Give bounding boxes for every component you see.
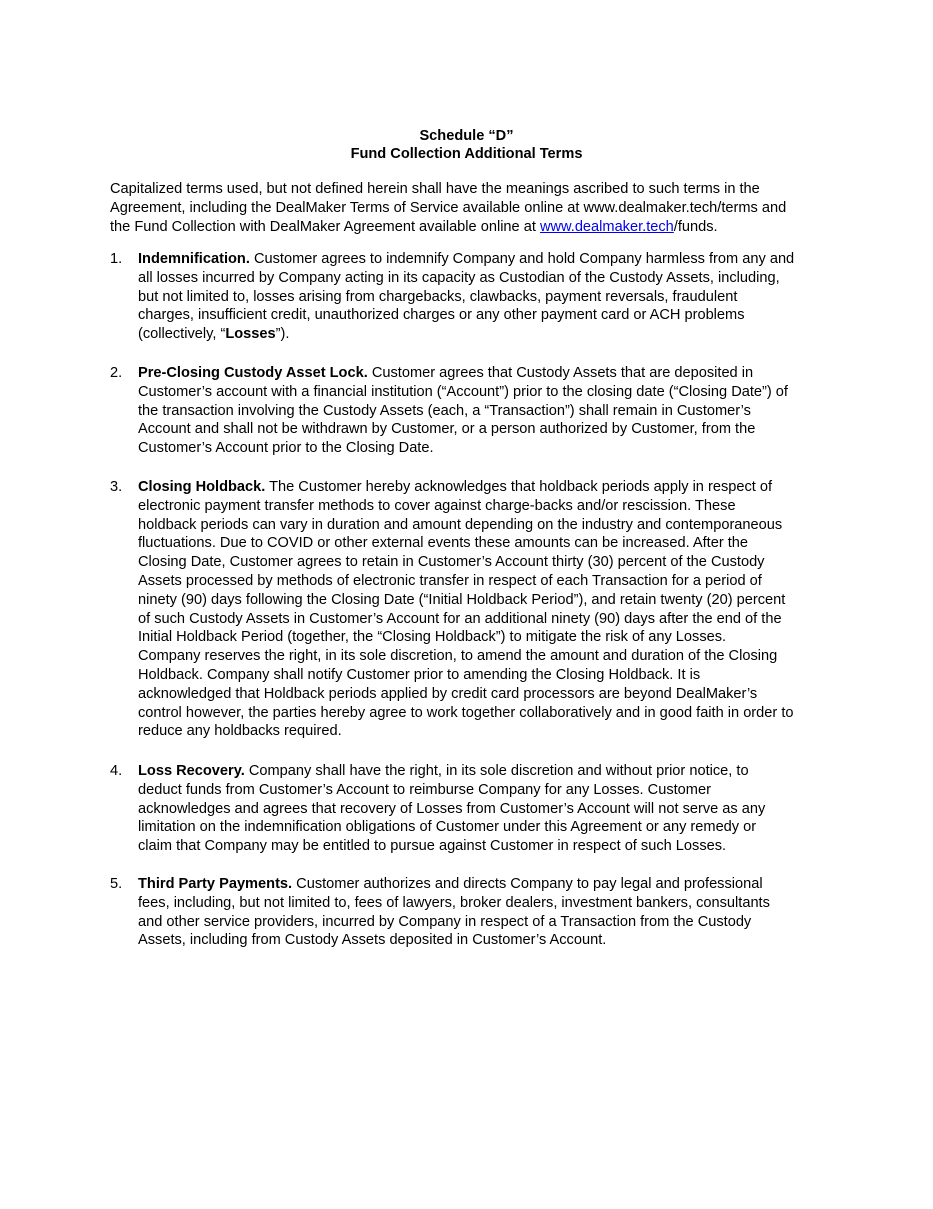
schedule-title: Schedule “D”	[419, 128, 514, 144]
item-body	[138, 250, 838, 344]
item-first-line: Company shall have the right, in its sole discretion and without prior notice, to	[244, 763, 749, 779]
item-line: holdback periods can vary in duration and amount depending on the industry and contemporaneous	[138, 516, 783, 533]
item-number: 5.	[110, 876, 123, 892]
item-line: Customer’s Account prior to the Closing Date.	[138, 440, 434, 457]
item-last-suffix: ”).	[275, 326, 290, 343]
item-heading: Closing Holdback.	[138, 479, 266, 495]
schedule-subtitle: Fund Collection Additional Terms	[350, 146, 583, 162]
item-line: of such Custody Assets in Customer’s Account for an additional ninety (90) days after the end of the	[138, 610, 782, 627]
item-line: fees, including, but not limited to, fees of lawyers, broker dealers, investment bankers, consultants	[138, 894, 770, 911]
item-line: Assets processed by methods of electronic transfer in respect of each Transaction for a period of	[138, 572, 762, 589]
item-line: reduce any holdbacks required.	[138, 723, 342, 740]
intro-line-suffix: /funds.	[673, 218, 718, 235]
item-line: Account and shall not be withdrawn by Customer, or a person authorized by Customer, from the	[138, 421, 756, 438]
item-heading: Indemnification.	[138, 251, 250, 267]
intro-line: Agreement, including the DealMaker Terms of Service available online at www.dealmaker.tech/terms and	[110, 199, 787, 216]
item-line: but not limited to, losses arising from chargebacks, clawbacks, payment reversals, fraudulent	[138, 288, 738, 305]
funds-link[interactable]: www.dealmaker.tech	[539, 218, 674, 235]
intro-line-prefix: the Fund Collection with DealMaker Agreement available online at	[110, 218, 540, 235]
item-body	[138, 364, 838, 458]
item-line	[138, 762, 838, 781]
intro-paragraph	[110, 180, 840, 236]
item-line	[138, 325, 838, 344]
item-line: deduct funds from Customer’s Account to reimburse Company for any Losses. Customer	[138, 781, 711, 798]
defined-term-losses: Losses	[225, 326, 276, 343]
item-heading: Pre-Closing Custody Asset Lock.	[138, 365, 368, 381]
item-heading: Third Party Payments.	[138, 876, 293, 892]
item-body	[138, 875, 838, 950]
item-first-line: Customer agrees that Custody Assets that are deposited in	[367, 365, 754, 381]
item-number: 2.	[110, 365, 123, 381]
item-line: electronic payment transfer methods to cover against charge-backs and/or rescission. These	[138, 497, 736, 514]
item-line: ninety (90) days following the Closing Date (“Initial Holdback Period”), and retain twenty (20) percent	[138, 591, 786, 608]
item-body	[138, 478, 838, 741]
item-number: 4.	[110, 763, 123, 779]
item-line: the transaction involving the Custody Assets (each, a “Transaction”) shall remain in Customer’s	[138, 402, 751, 419]
item-first-line: Customer authorizes and directs Company to pay legal and professional	[292, 876, 763, 892]
item-line: Holdback. Company shall notify Customer prior to amending the Closing Holdback. It is	[138, 666, 701, 683]
item-line: Initial Holdback Period (together, the “Closing Holdback”) to mitigate the risk of any Losses.	[138, 629, 727, 646]
item-line	[138, 478, 838, 497]
item-line: Customer’s account with a financial institution (“Account”) prior to the closing date (“Closing Date”) of	[138, 383, 788, 400]
item-line: all losses incurred by Company acting in its capacity as Custodian of the Custody Assets, including,	[138, 269, 780, 286]
item-line	[138, 250, 838, 269]
item-line: fluctuations. Due to COVID or other external events these amounts can be increased. After the	[138, 535, 749, 552]
item-line: acknowledges and agrees that recovery of Losses from Customer’s Account will not serve as any	[138, 800, 766, 817]
item-line: claim that Company may be entitled to pursue against Customer in respect of such Losses.	[138, 838, 727, 855]
item-line: Assets, including from Custody Assets deposited in Customer’s Account.	[138, 932, 607, 949]
item-number: 3.	[110, 479, 123, 495]
item-line: limitation on the indemnification obligations of Customer under this Agreement or any remedy or	[138, 819, 757, 836]
item-line: acknowledged that Holdback periods applied by credit card processors are beyond DealMaker’s	[138, 685, 758, 702]
item-first-line: The Customer hereby acknowledges that holdback periods apply in respect of	[265, 479, 773, 495]
item-number: 1.	[110, 251, 123, 267]
intro-line	[110, 218, 840, 237]
item-line	[138, 364, 838, 383]
item-last-prefix: (collectively, “	[138, 326, 226, 343]
item-line: Company reserves the right, in its sole discretion, to amend the amount and duration of the Closing	[138, 648, 778, 665]
item-line: charges, insufficient credit, unauthorized charges or any other payment card or ACH problems	[138, 307, 745, 324]
item-body	[138, 762, 838, 856]
item-heading: Loss Recovery.	[138, 763, 245, 779]
item-line: and other service providers, incurred by Company in respect of a Transaction from the Custody	[138, 913, 752, 930]
item-line: Closing Date, Customer agrees to retain in Customer’s Account thirty (30) percent of the Custody	[138, 554, 765, 571]
item-line	[138, 875, 838, 894]
intro-line: Capitalized terms used, but not defined herein shall have the meanings ascribed to such terms in the	[110, 181, 760, 197]
item-line: control however, the parties hereby agree to work together collaboratively and in good faith in order to	[138, 704, 794, 721]
item-first-line: Customer agrees to indemnify Company and hold Company harmless from any and	[249, 251, 795, 267]
